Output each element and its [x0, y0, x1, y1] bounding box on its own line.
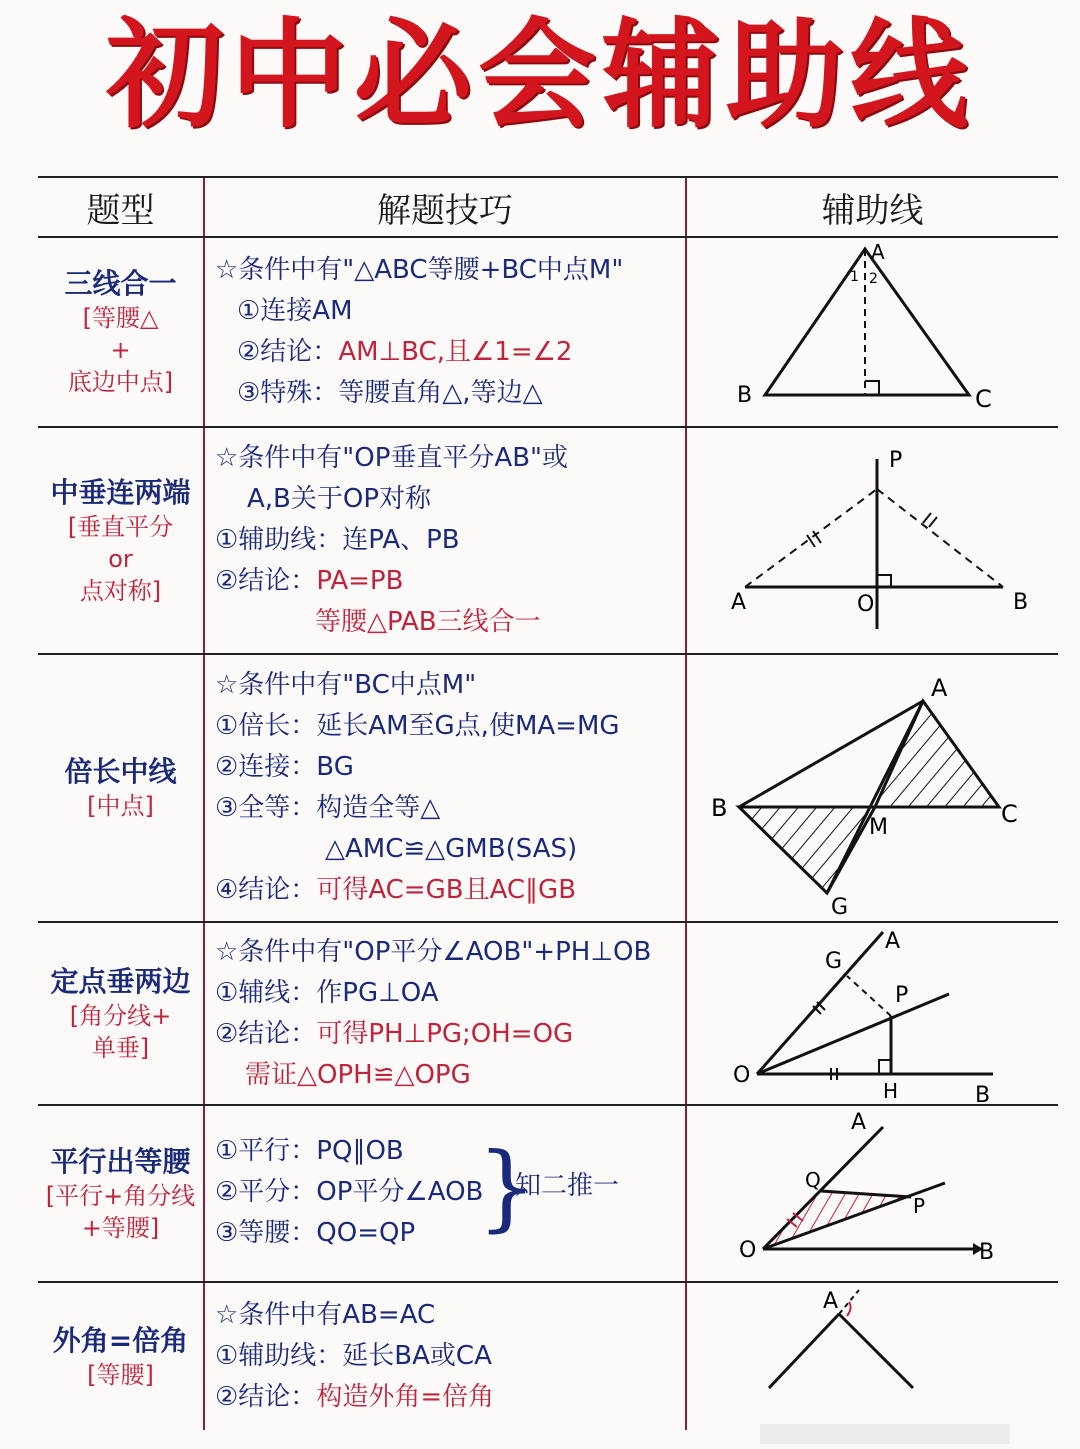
svg-text:O: O	[857, 592, 875, 617]
type-note: +	[110, 336, 131, 364]
technique-line: ①辅助线：连PA、PB	[215, 525, 460, 555]
technique-line: ③特殊：等腰直角△,等边△	[237, 378, 543, 408]
table-header-row	[38, 177, 1058, 237]
technique-line: 等腰△PAB三线合一	[315, 607, 541, 637]
svg-text:C: C	[1001, 800, 1018, 828]
technique-line: ①连接AM	[237, 296, 353, 326]
svg-text:A: A	[871, 240, 885, 264]
diagram-cell	[686, 1282, 1058, 1430]
table-row	[38, 237, 1058, 427]
technique-line: ①倍长：延长AM至G点,使MA=MG	[215, 711, 620, 741]
technique-line: ②结论：PA=PB	[215, 566, 404, 596]
technique-line: ③全等：构造全等△	[215, 793, 441, 823]
svg-text:B: B	[975, 1083, 991, 1103]
technique-line: ①辅线：作PG⊥OA	[215, 977, 439, 1008]
svg-text:B: B	[711, 794, 728, 822]
svg-text:Q: Q	[805, 1168, 821, 1192]
technique-cell	[204, 427, 686, 654]
technique-line: ①平行：PQ∥OB	[215, 1135, 404, 1166]
technique-cell	[204, 1105, 686, 1282]
svg-text:A: A	[731, 590, 747, 615]
type-cell	[38, 237, 204, 427]
technique-cell	[204, 1282, 686, 1430]
header-technique: 解题技巧	[204, 177, 686, 237]
svg-text:P: P	[913, 1194, 926, 1218]
svg-text:A: A	[823, 1288, 839, 1314]
type-name: 定点垂两边	[50, 964, 191, 998]
table-row	[38, 922, 1058, 1105]
header-type: 题型	[38, 177, 204, 237]
type-note: [角分线+	[69, 1001, 172, 1030]
type-name: 平行出等腰	[50, 1144, 191, 1178]
brace-icon: }	[477, 1132, 537, 1242]
svg-text:1: 1	[850, 269, 859, 285]
technique-line: 需证△OPH≌△OPG	[245, 1059, 471, 1090]
technique-line: ②结论：AM⊥BC,且∠1=∠2	[237, 337, 573, 367]
double-median-diagram	[687, 656, 1057, 920]
technique-line: △AMC≌△GMB(SAS)	[325, 834, 578, 864]
type-note: +等腰]	[81, 1213, 160, 1242]
technique-line: ②结论：可得PH⊥PG;OH=OG	[215, 1018, 574, 1049]
type-note: 点对称]	[79, 576, 162, 605]
bottom-overlay-bar	[760, 1424, 1010, 1444]
isosceles-median-diagram	[687, 239, 1057, 425]
type-name: 外角=倍角	[52, 1323, 189, 1357]
svg-text:G: G	[831, 895, 849, 920]
svg-text:P: P	[889, 448, 903, 473]
technique-cell	[204, 237, 686, 427]
svg-text:M: M	[869, 815, 888, 840]
svg-text:A: A	[931, 674, 948, 702]
type-name: 倍长中线	[64, 755, 177, 788]
table-row	[38, 1282, 1058, 1430]
technique-line: ①辅助线：延长BA或CA	[215, 1341, 492, 1371]
technique-line: ②连接：BG	[215, 752, 354, 782]
diagram-cell	[686, 654, 1058, 922]
technique-group	[215, 1131, 685, 1257]
technique-line: ②结论：构造外角=倍角	[215, 1382, 495, 1412]
svg-text:A: A	[851, 1110, 867, 1135]
type-name: 三线合一	[64, 267, 177, 300]
table-row	[38, 1105, 1058, 1282]
diagram-cell	[686, 427, 1058, 654]
svg-text:2: 2	[869, 271, 878, 287]
type-note: 单垂]	[91, 1033, 150, 1062]
brace-note: 知二推一	[515, 1170, 620, 1201]
type-note: or	[108, 544, 133, 573]
type-cell	[38, 1282, 204, 1430]
technique-line: ☆条件中有"OP平分∠AOB"+PH⊥OB	[215, 936, 652, 967]
technique-line: ③等腰：QO=QP	[215, 1217, 416, 1248]
type-cell	[38, 922, 204, 1105]
diagram-cell	[686, 1105, 1058, 1282]
technique-cell	[204, 654, 686, 922]
exterior-angle-diagram	[687, 1284, 1057, 1430]
auxiliary-lines-table	[38, 176, 1058, 1430]
page-title: 初中必会辅助线	[105, 6, 974, 144]
perpendicular-bisector-diagram	[687, 429, 1057, 652]
header-aux: 辅助线	[686, 177, 1058, 237]
type-name: 中垂连两端	[50, 475, 191, 509]
type-note: [等腰△	[82, 304, 159, 332]
svg-text:P: P	[895, 983, 909, 1008]
svg-text:O: O	[739, 1238, 757, 1263]
diagram-cell	[686, 237, 1058, 427]
technique-line: ☆条件中有"OP垂直平分AB"或	[215, 443, 568, 473]
svg-text:B: B	[1013, 590, 1029, 615]
technique-line: ☆条件中有"△ABC等腰+BC中点M"	[215, 255, 624, 285]
type-note: [垂直平分	[67, 512, 174, 541]
type-note: [等腰]	[87, 1360, 154, 1389]
table-row	[38, 654, 1058, 922]
technique-line: ☆条件中有AB=AC	[215, 1300, 436, 1330]
table-row	[38, 427, 1058, 654]
technique-line: ☆条件中有"BC中点M"	[215, 670, 477, 700]
diagram-cell	[686, 922, 1058, 1105]
type-note: 底边中点]	[67, 368, 174, 396]
svg-text:B: B	[979, 1240, 995, 1265]
type-cell	[38, 654, 204, 922]
svg-text:O: O	[733, 1063, 751, 1088]
svg-text:G: G	[825, 949, 843, 974]
technique-line: A,B关于OP对称	[247, 484, 432, 514]
type-note: [中点]	[87, 792, 154, 820]
technique-line: ②平分：OP平分∠AOB	[215, 1176, 484, 1207]
technique-cell	[204, 922, 686, 1105]
technique-line: ④结论：可得AC=GB且AC∥GB	[215, 875, 577, 905]
svg-text:C: C	[975, 385, 992, 413]
type-cell	[38, 427, 204, 654]
svg-text:H: H	[883, 1079, 899, 1103]
type-note: [平行+角分线	[45, 1181, 196, 1210]
svg-text:A: A	[885, 929, 901, 954]
type-cell	[38, 1105, 204, 1282]
angle-bisector-diagram	[687, 924, 1057, 1103]
parallel-isosceles-diagram	[687, 1107, 1057, 1280]
svg-text:B: B	[737, 383, 753, 408]
